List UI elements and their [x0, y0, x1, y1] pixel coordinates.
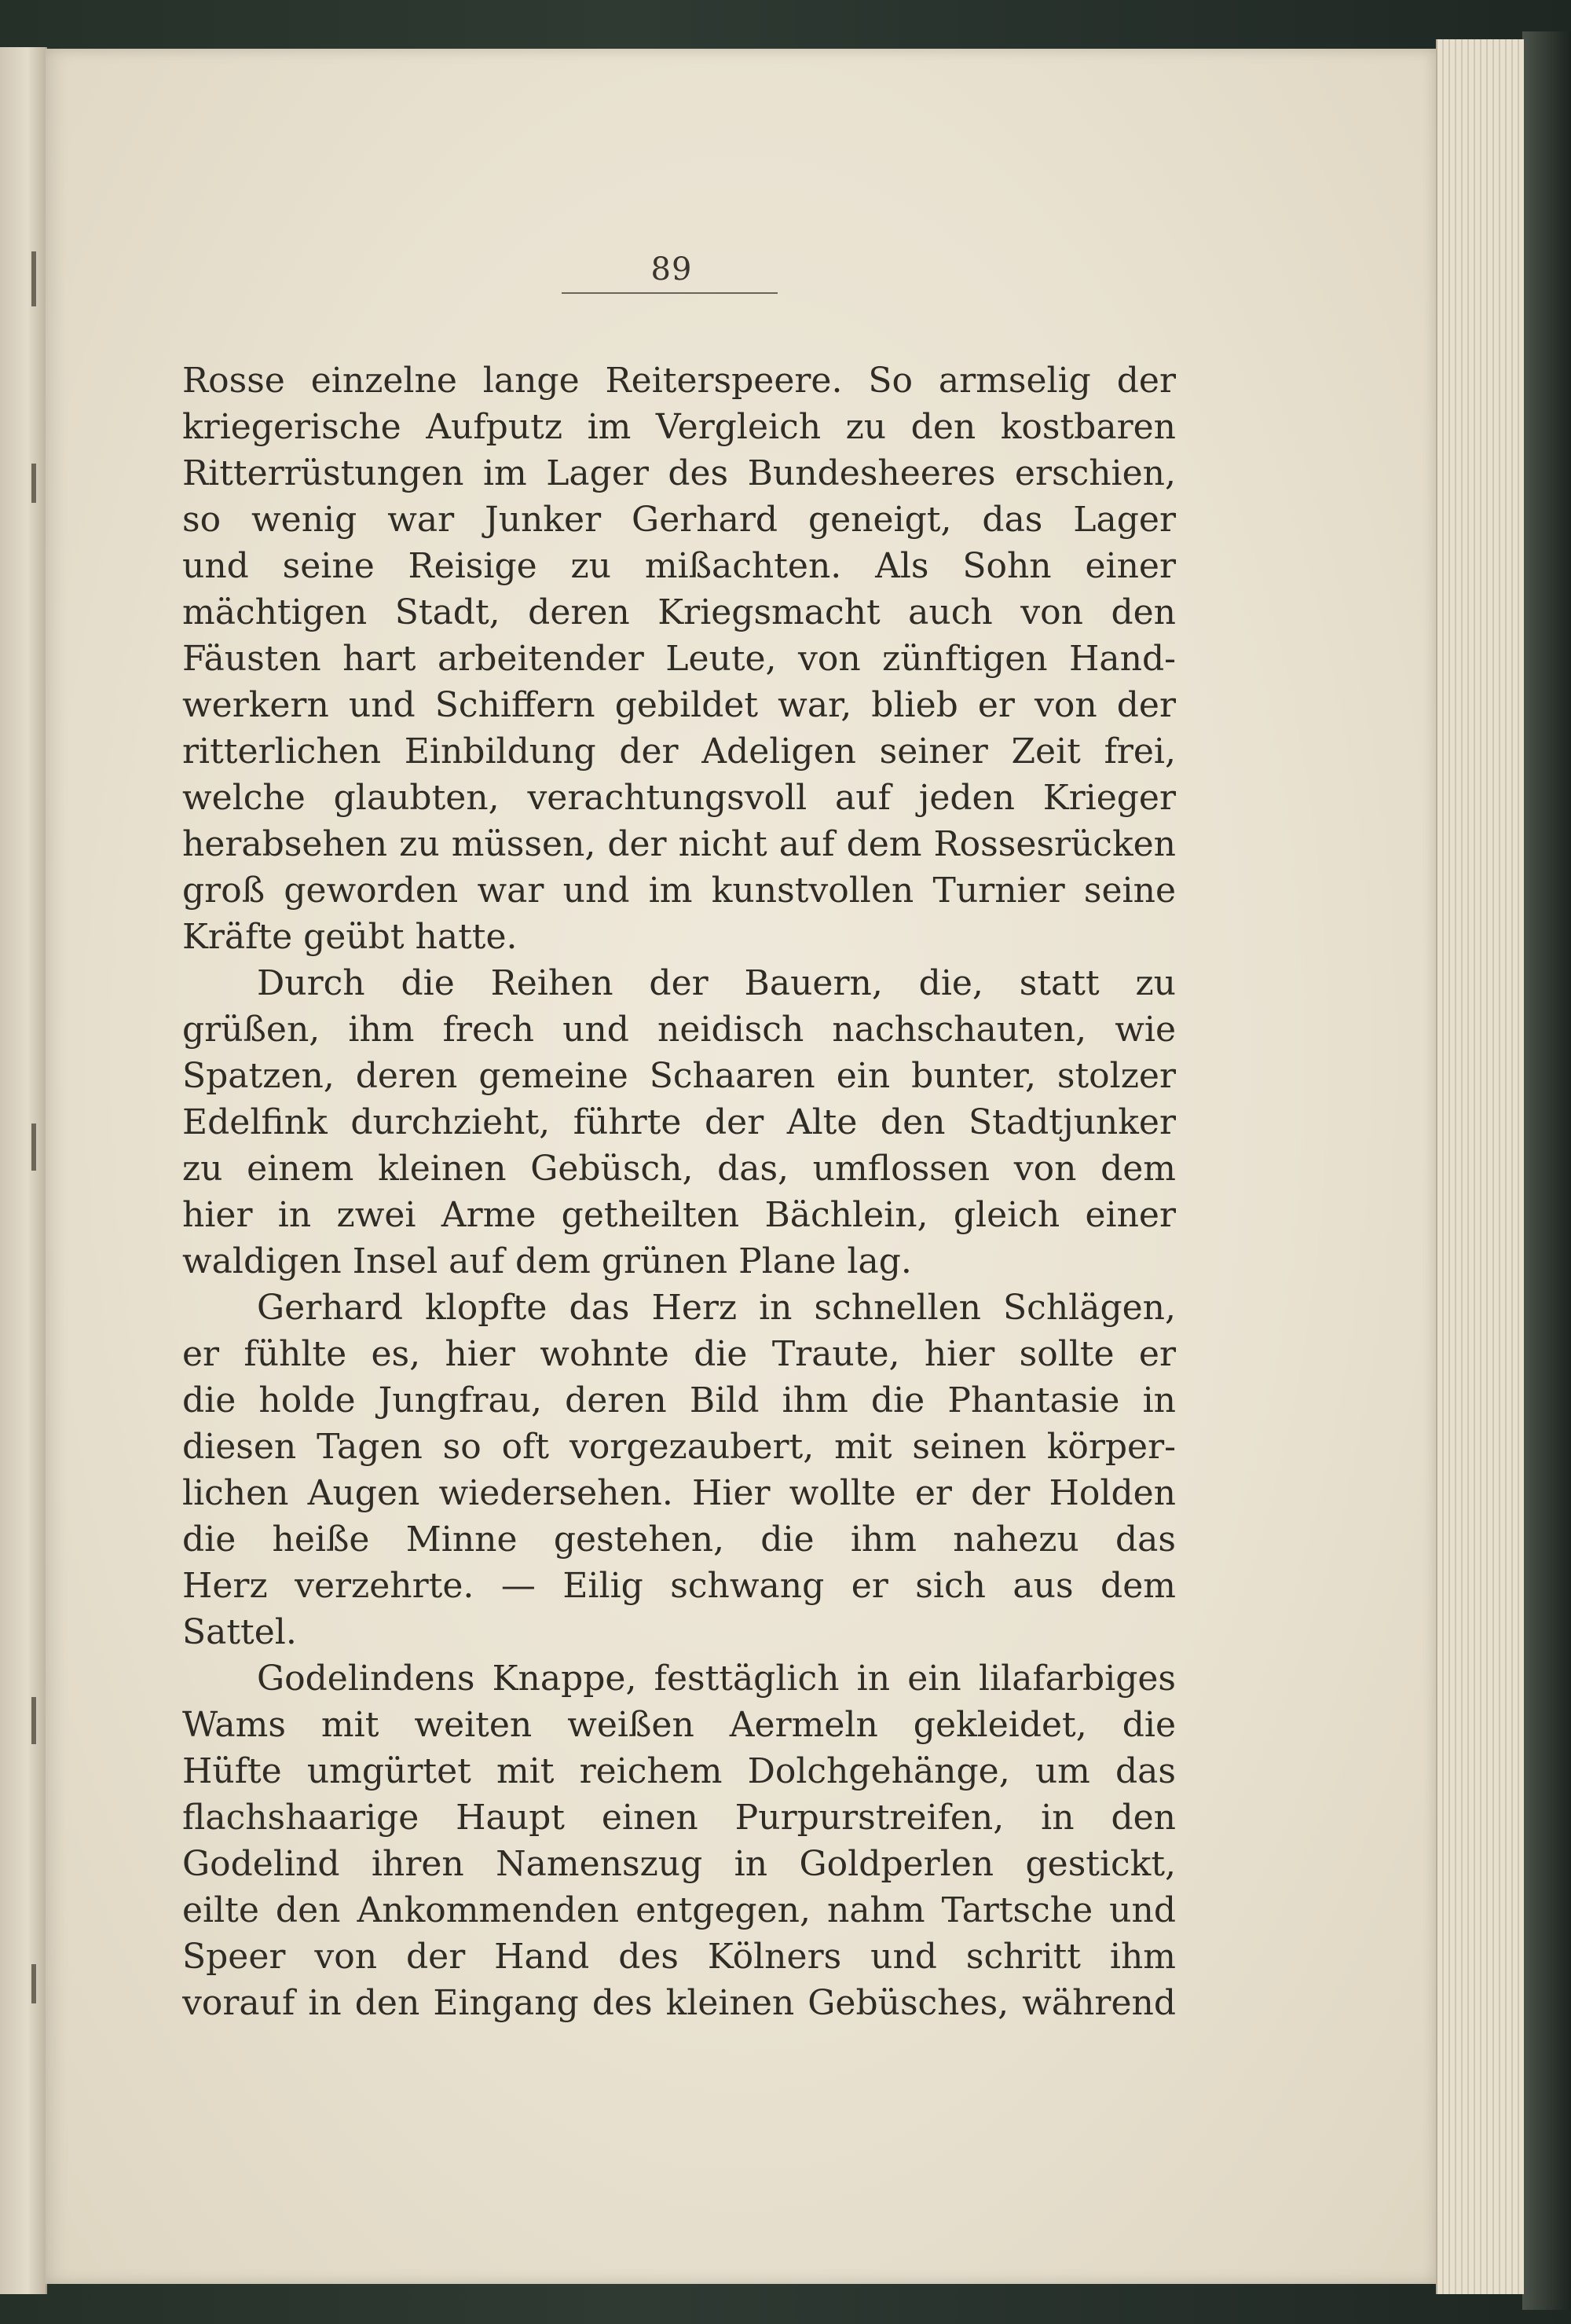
text-line: Edelfink durchzieht, führte der Alte den Stadtjunker — [182, 1102, 1176, 1142]
text-line: waldigen Insel auf dem grünen Plane lag. — [182, 1241, 912, 1281]
left-page-edge — [0, 47, 47, 2294]
text-line: mächtigen Stadt, deren Kriegsmacht auch von den — [182, 592, 1176, 632]
text-line: Gerhard klopfte das Herz in schnellen Schlägen, — [257, 1288, 1176, 1328]
text-line: Wams mit weiten weißen Aermeln gekleidet, die — [182, 1705, 1176, 1745]
text-line: vorauf in den Eingang des kleinen Gebüsches, während — [182, 1983, 1176, 2023]
body-text — [182, 357, 1176, 2026]
text-line: flachshaarige Haupt einen Purpurstreifen, in den — [182, 1798, 1176, 1838]
text-line: eilte den Ankommenden entgegen, nahm Tartsche und — [182, 1890, 1176, 1930]
text-line: welche glaubten, verachtungsvoll auf jeden Krieger — [182, 778, 1176, 818]
page-number-rule — [562, 292, 778, 294]
text-line: die holde Jungfrau, deren Bild ihm die Phantasie in — [182, 1380, 1176, 1420]
text-line: diesen Tagen so oft vorgezaubert, mit seinen körper- — [182, 1427, 1176, 1467]
text-line: er fühlte es, hier wohnte die Traute, hier sollte er — [182, 1334, 1176, 1374]
text-line: Rosse einzelne lange Reiterspeere. So armselig der — [182, 361, 1176, 401]
text-line: zu einem kleinen Gebüsch, das, umflossen von dem — [182, 1149, 1176, 1189]
text-line: Durch die Reihen der Bauern, die, statt zu — [257, 963, 1176, 1003]
text-line: Ritterrüstungen im Lager des Bundesheeres erschien, — [182, 453, 1176, 493]
binding-mark — [31, 1697, 36, 1744]
text-line: Sattel. — [182, 1612, 297, 1652]
text-line: Godelindens Knappe, festtäglich in ein lilafarbiges — [257, 1659, 1176, 1699]
text-line: Speer von der Hand des Kölners und schritt ihm — [182, 1937, 1176, 1977]
text-line: die heiße Minne gestehen, die ihm nahezu das — [182, 1519, 1176, 1560]
text-line: werkern und Schiffern gebildet war, blieb er von der — [182, 685, 1176, 725]
text-line: so wenig war Junker Gerhard geneigt, das Lager — [182, 500, 1176, 540]
text-line: Herz verzehrte. — Eilig schwang er sich aus dem — [182, 1566, 1176, 1606]
text-line: Spatzen, deren gemeine Schaaren ein bunter, stolzer — [182, 1056, 1176, 1096]
binding-mark — [31, 1964, 36, 2003]
text-line: Fäusten hart arbeitender Leute, von zünftigen Hand- — [182, 639, 1176, 679]
text-line: Hüfte umgürtet mit reichem Dolchgehänge, um das — [182, 1751, 1176, 1791]
binding-mark — [31, 464, 36, 503]
text-line: hier in zwei Arme getheilten Bächlein, gleich einer — [182, 1195, 1176, 1235]
text-line: ritterlichen Einbildung der Adeligen seiner Zeit frei, — [182, 731, 1176, 772]
right-cover-edge — [1522, 31, 1571, 2310]
page-number: 89 — [650, 251, 693, 288]
text-line: lichen Augen wiedersehen. Hier wollte er der Holden — [182, 1473, 1176, 1513]
binding-mark — [31, 251, 36, 306]
text-line: Kräfte geübt hatte. — [182, 917, 518, 957]
text-line: kriegerische Aufputz im Vergleich zu den kostbaren — [182, 407, 1176, 447]
text-line: herabsehen zu müssen, der nicht auf dem Rossesrücken — [182, 824, 1176, 864]
text-line: grüßen, ihm frech und neidisch nachschauten, wie — [182, 1010, 1176, 1050]
right-page-edges — [1436, 39, 1524, 2294]
text-line: groß geworden war und im kunstvollen Turnier seine — [182, 871, 1176, 911]
text-line: und seine Reisige zu mißachten. Als Sohn einer — [182, 546, 1176, 586]
text-line: Godelind ihren Namenszug in Goldperlen gestickt, — [182, 1844, 1176, 1884]
binding-mark — [31, 1124, 36, 1171]
